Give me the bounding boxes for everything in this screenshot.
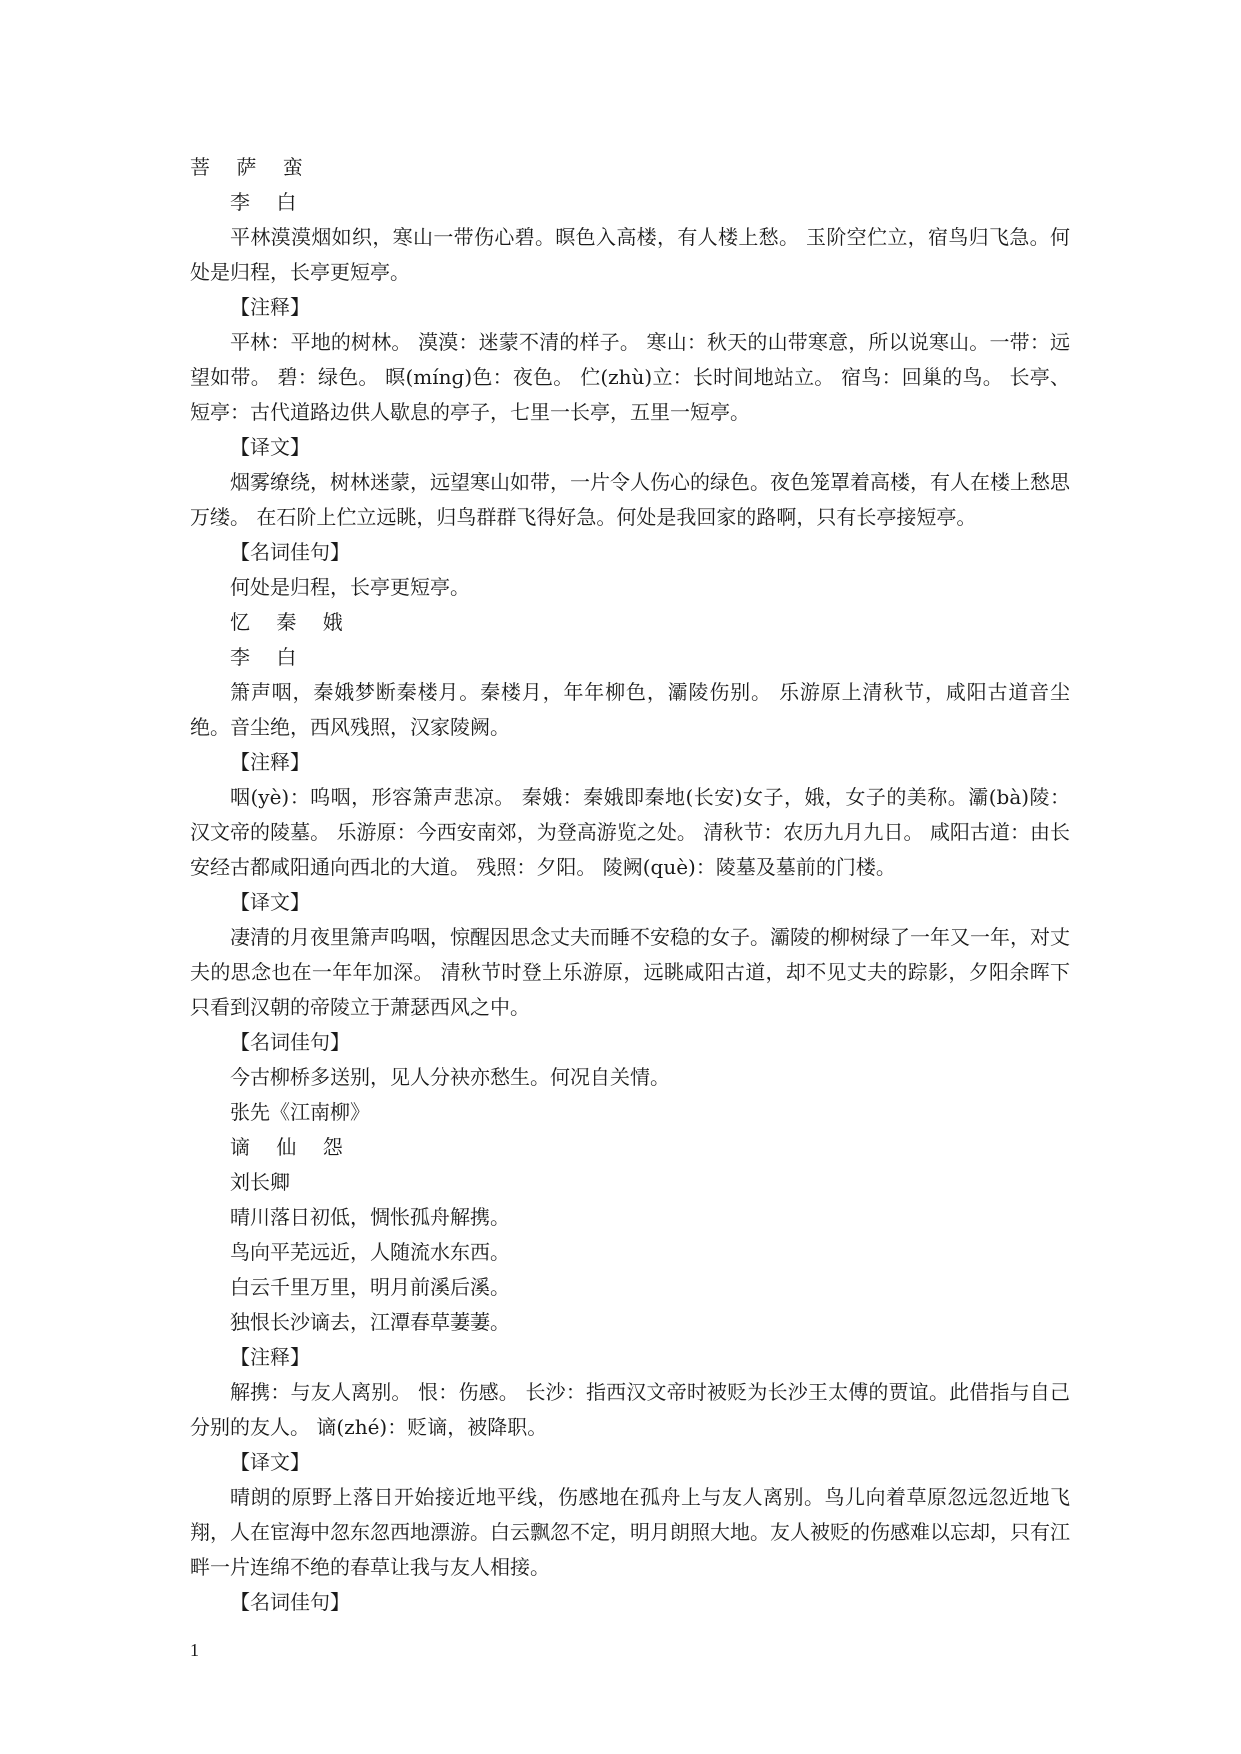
poem-line: 白云千里万里，明月前溪后溪。 xyxy=(230,1275,510,1299)
notes-text: 咽(yè)：呜咽，形容箫声悲凉。 秦娥：秦娥即秦地(长安)女子，娥，女子的美称。灞(bà)陵：汉文帝的陵墓。 乐游原：今西安南郊，为登高游览之处。 清秋节：农历九月九日。 咸阳古道：由长安经古都咸阳通向西北的大道。 残照：夕阳。 陵阙(què)：陵墓及墓前的门楼。 xyxy=(190,785,1070,879)
translation-text: 凄清的月夜里箫声呜咽，惊醒因思念丈夫而睡不安稳的女子。灞陵的柳树绿了一年又一年，对丈夫的思念也在一年年加深。 清秋节时登上乐游原，远眺咸阳古道，却不见丈夫的踪影，夕阳余晖下只看到汉朝的帝陵立于萧瑟西风之中。 xyxy=(190,925,1070,1019)
translation-text: 晴朗的原野上落日开始接近地平线，伤感地在孤舟上与友人离别。鸟儿向着草原忽远忽近地飞翔，人在宦海中忽东忽西地漂游。白云飘忽不定，明月朗照大地。友人被贬的伤感难以忘却，只有江畔一片连绵不绝的春草让我与友人相接。 xyxy=(190,1485,1070,1579)
quote-text: 今古柳桥多送别，见人分袂亦愁生。何况自关情。 xyxy=(230,1065,670,1089)
quote-header: 【名词佳句】 xyxy=(230,1590,350,1614)
translation-header: 【译文】 xyxy=(230,890,310,914)
translation-text: 烟雾缭绕，树林迷蒙，远望寒山如带，一片令人伤心的绿色。夜色笼罩着高楼，有人在楼上愁思万缕。 在石阶上伫立远眺，归鸟群群飞得好急。何处是我回家的路啊，只有长亭接短亭。 xyxy=(190,470,1070,529)
notes-header: 【注释】 xyxy=(230,750,310,774)
poem-title: 忆 秦 娥 xyxy=(230,610,353,634)
translation-header: 【译文】 xyxy=(230,435,310,459)
poem-author: 刘长卿 xyxy=(230,1170,290,1194)
notes-header: 【注释】 xyxy=(230,1345,310,1369)
quote-source: 张先《江南柳》 xyxy=(230,1100,370,1124)
page-number: 1 xyxy=(190,1640,199,1660)
poem-line: 晴川落日初低，惆怅孤舟解携。 xyxy=(230,1205,510,1229)
notes-header: 【注释】 xyxy=(230,295,310,319)
poem-line: 独恨长沙谪去，江潭春草萋萋。 xyxy=(230,1310,510,1334)
quote-header: 【名词佳句】 xyxy=(230,1030,350,1054)
poem-title: 谪 仙 怨 xyxy=(230,1135,353,1159)
poem-line: 鸟向平芜远近，人随流水东西。 xyxy=(230,1240,510,1264)
poem-title: 菩 萨 蛮 xyxy=(190,155,313,179)
document-body xyxy=(190,150,1070,1620)
poem-author: 李 白 xyxy=(230,190,307,214)
notes-text: 平林：平地的树林。 漠漠：迷蒙不清的样子。 寒山：秋天的山带寒意，所以说寒山。一带：远望如带。 碧：绿色。 暝(mínɡ)色：夜色。 伫(zhù)立：长时间地站立。 宿鸟：回巢的鸟。 长亭、短亭：古代道路边供人歇息的亭子，七里一长亭，五里一短亭。 xyxy=(190,330,1070,424)
quote-header: 【名词佳句】 xyxy=(230,540,350,564)
quote-text: 何处是归程，长亭更短亭。 xyxy=(230,575,470,599)
notes-text: 解携：与友人离别。 恨：伤感。 长沙：指西汉文帝时被贬为长沙王太傅的贾谊。此借指与自己分别的友人。 谪(zhé)：贬谪，被降职。 xyxy=(190,1380,1070,1439)
poem-text: 平林漠漠烟如织，寒山一带伤心碧。暝色入高楼，有人楼上愁。 玉阶空伫立，宿鸟归飞急。何处是归程，长亭更短亭。 xyxy=(190,225,1070,284)
poem-author: 李 白 xyxy=(230,645,307,669)
poem-text: 箫声咽，秦娥梦断秦楼月。秦楼月，年年柳色，灞陵伤别。 乐游原上清秋节，咸阳古道音尘绝。音尘绝，西风残照，汉家陵阙。 xyxy=(190,680,1070,739)
translation-header: 【译文】 xyxy=(230,1450,310,1474)
